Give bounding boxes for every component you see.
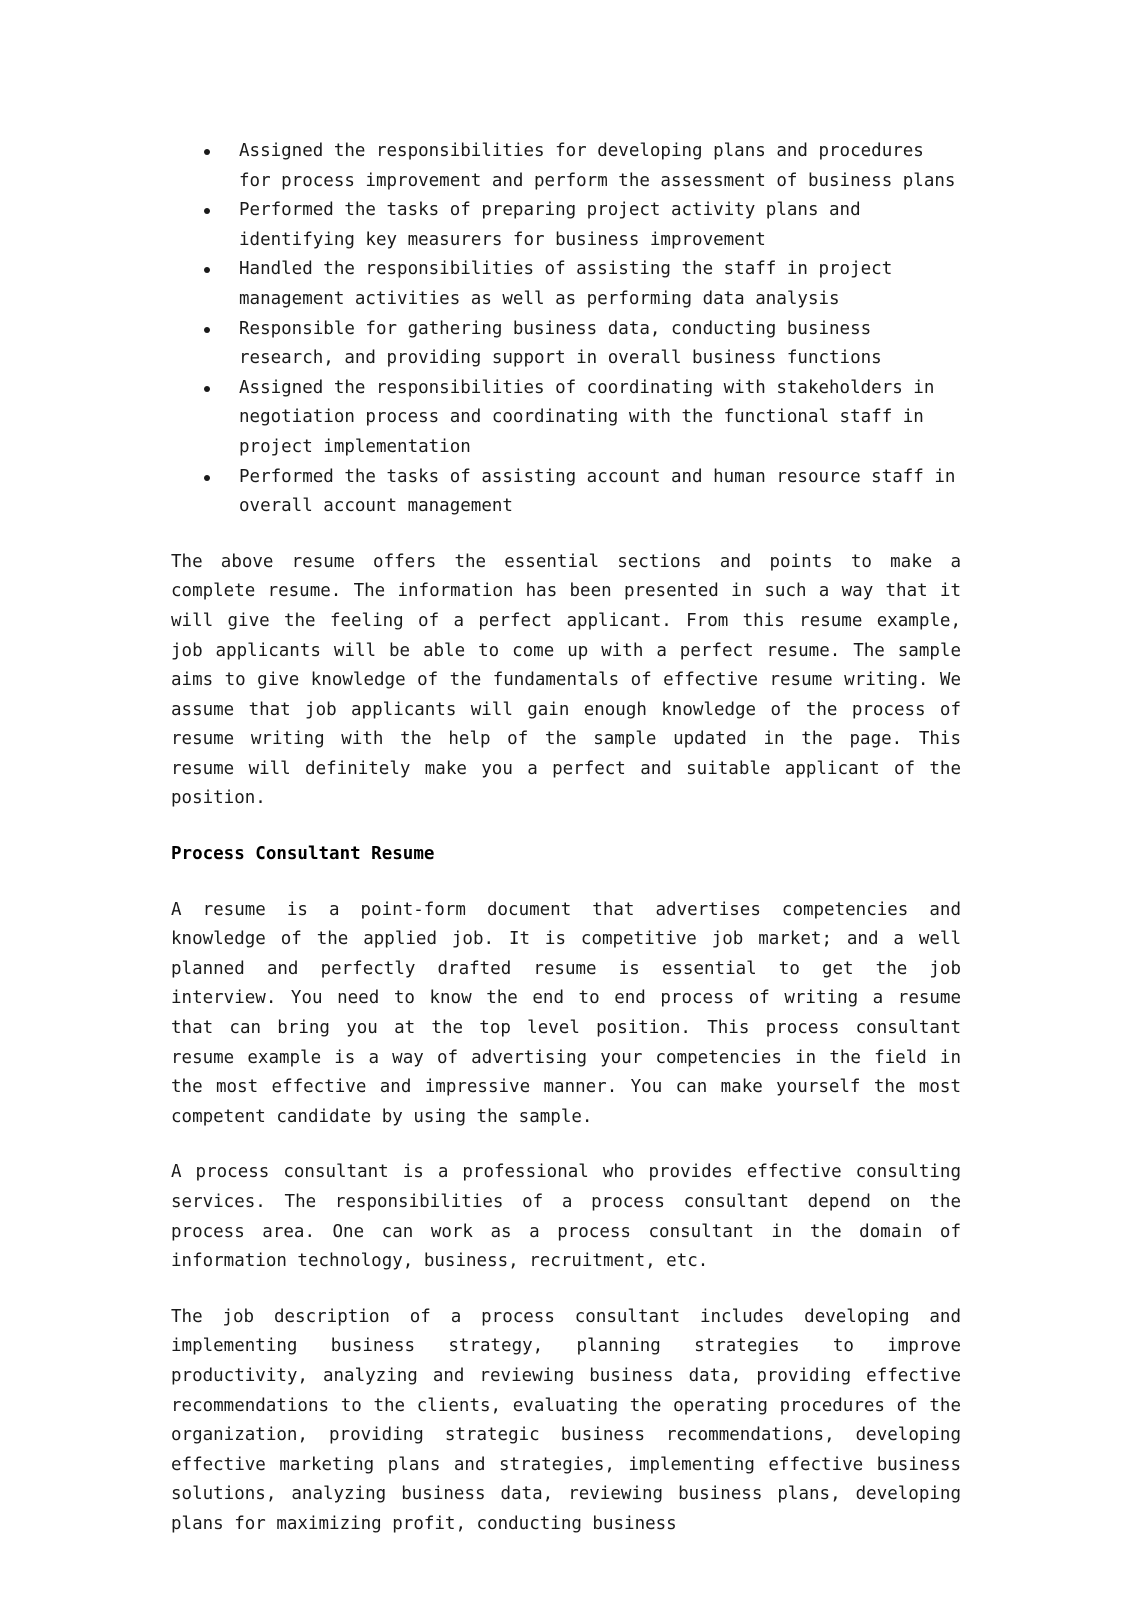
section-heading: Process Consultant Resume [171, 844, 435, 865]
body-paragraph: The job description of a process consultant includes developing and implementing business strategy, planning strategies to improve productivity, analyzing and reviewing business data, providing effective recommendations to the clients, evaluating the operating procedures of the organization, providing strategic business recommendations, developing effective marketing plans and strategies, implementing effective business solutions, analyzing business data, reviewing business plans, developing plans for maximizing profit, conducting business [171, 1306, 961, 1534]
intro-paragraph: The above resume offers the essential sections and points to make a complete resume. The information has been presented in such a way that it will give the feeling of a perfect applicant. From this resume example, job applicants will be able to come up with a perfect resume. The sample aims to give knowledge of the fundamentals of effective resume writing. We assume that job applicants will gain enough knowledge of the process of resume writing with the help of the sample updated in the page. This resume will definitely make you a perfect and suitable applicant of the position. [171, 551, 961, 809]
document-content [171, 137, 961, 1540]
list-item-text: Assigned the responsibilities of coordinating with stakeholders in negotiation process and coordinating with the functional staff in project implementation [239, 377, 935, 457]
bullet-icon [204, 327, 210, 333]
bullet-icon [204, 475, 210, 481]
bullet-icon [204, 267, 210, 273]
bullet-icon [204, 386, 210, 392]
list-item-text: Responsible for gathering business data, conducting business research, and providing support in overall business functions [239, 318, 882, 369]
body-paragraph: A resume is a point-form document that advertises competencies and knowledge of the applied job. It is competitive job market; and a well planned and perfectly drafted resume is essential to get the job interview. You need to know the end to end process of writing a resume that can bring you at the top level position. This process consultant resume example is a way of advertising your competencies in the field in the most effective and impressive manner. You can make yourself the most competent candidate by using the sample. [171, 899, 961, 1127]
bullet-icon [204, 208, 210, 214]
list-item-text: Performed the tasks of preparing project activity plans and identifying key measurers for business improvement [239, 200, 861, 250]
list-item [171, 315, 961, 374]
body-paragraph: A process consultant is a professional who provides effective consulting services. The responsibilities of a process consultant depend on the process area. One can work as a process consultant in the domain of information technology, business, recruitment, etc. [171, 1162, 961, 1272]
list-item [171, 255, 961, 314]
list-item-text: Assigned the responsibilities for developing plans and procedures for process improvement and perform the assessment of business plans [239, 141, 956, 191]
list-item [171, 196, 961, 255]
list-item-text: Performed the tasks of assisting account and human resource staff in overall account management [239, 466, 956, 517]
list-item [171, 374, 961, 463]
list-item [171, 463, 961, 522]
list-item-text: Handled the responsibilities of assisting the staff in project management activities as well as performing data analysis [239, 259, 893, 309]
responsibilities-list [171, 137, 961, 522]
bullet-icon [204, 149, 210, 155]
list-item [171, 137, 961, 196]
